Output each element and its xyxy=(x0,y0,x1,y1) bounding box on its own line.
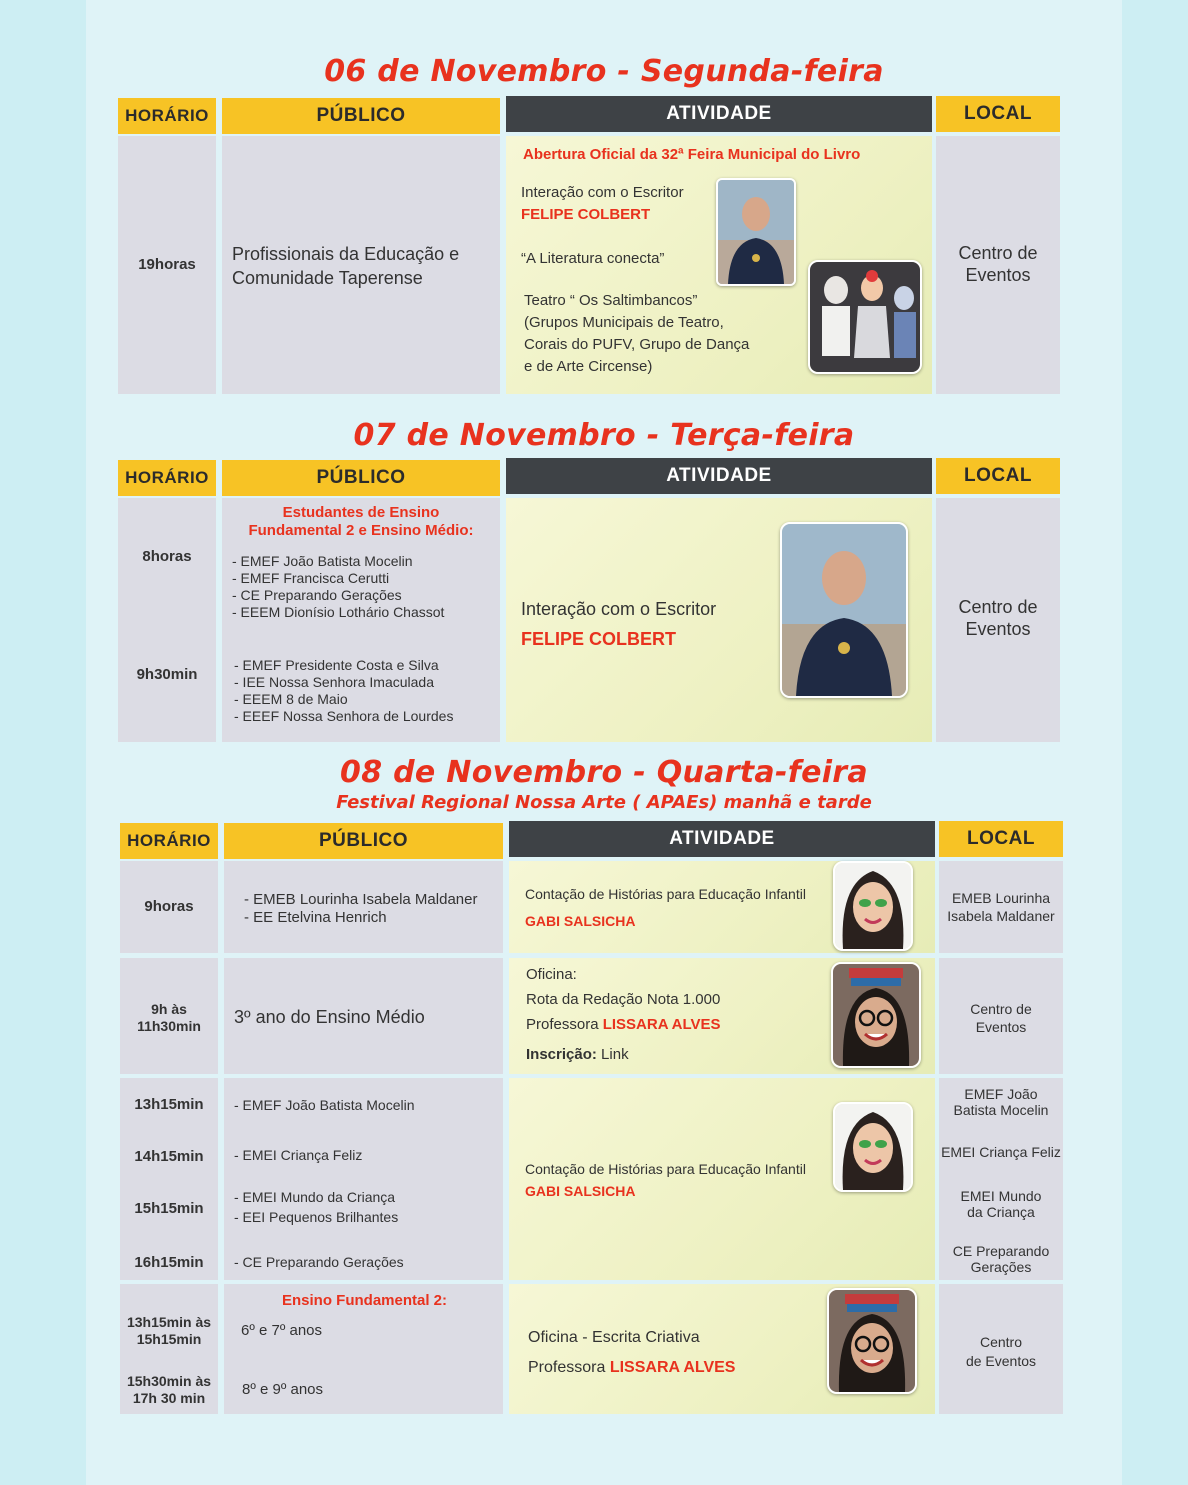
theater-photo xyxy=(808,260,922,374)
day2-header-atividade: ATIVIDADE xyxy=(506,458,932,494)
day1-teatro-4: e de Arte Circense) xyxy=(524,358,653,375)
day2-header-publico: PÚBLICO xyxy=(222,460,500,496)
day3-header-horario: HORÁRIO xyxy=(120,823,218,859)
day1-header-horario: HORÁRIO xyxy=(118,98,216,134)
gabi-photo xyxy=(833,1102,913,1192)
day3-r2-inscricao-label: Inscrição: xyxy=(526,1046,597,1063)
day2-publico-cell xyxy=(222,498,500,742)
day3-r2-nome: LISSARA ALVES xyxy=(602,1016,721,1033)
day3-r4-local-cell xyxy=(939,1284,1063,1414)
day1-time: 19horas xyxy=(138,256,196,273)
day2-local-line2: Eventos xyxy=(965,619,1031,639)
day3-r4-anos2: 8º e 9º anos xyxy=(242,1381,324,1398)
day3-r4-atividade-cell xyxy=(509,1284,935,1414)
day3-r3-time-2: 14h15min xyxy=(134,1148,204,1165)
day3-r3-local-6: CE Preparando xyxy=(952,1243,1050,1259)
day3-r2-horario-cell xyxy=(120,958,218,1074)
day3-r3-local-7: Gerações xyxy=(970,1259,1032,1275)
day3-r1-nome: GABI SALSICHA xyxy=(525,913,636,929)
day3-r1-local-2: Isabela Maldaner xyxy=(947,908,1055,924)
day3-r3-local-cell xyxy=(939,1078,1063,1280)
day3-r1-time: 9horas xyxy=(144,898,194,915)
day3-header-atividade: ATIVIDADE xyxy=(509,821,935,857)
day3-r4-time1-1: 13h15min às xyxy=(126,1314,212,1330)
day1-publico-cell xyxy=(222,136,500,394)
day1-header-local: LOCAL xyxy=(936,96,1060,132)
day3-r4-oficina: Oficina - Escrita Criativa xyxy=(528,1329,700,1346)
day3-r3-nome: GABI SALSICHA xyxy=(525,1183,636,1199)
day3-r3-atividade: Contação de Histórias para Educação Infantil xyxy=(525,1161,806,1177)
day1-teatro-2: (Grupos Municipais de Teatro, xyxy=(524,314,724,331)
day3-r3-publico-5: - CE Preparando Gerações xyxy=(234,1254,404,1270)
day3-r3-horario-cell xyxy=(120,1078,218,1280)
day3-r2-time-1: 9h às xyxy=(151,1001,187,1017)
day3-r4-time2-1: 15h30min às xyxy=(126,1373,212,1389)
day1-header-atividade: ATIVIDADE xyxy=(506,96,932,132)
day2-header-horario: HORÁRIO xyxy=(118,460,216,496)
day3-r1-publico-1: - EMEB Lourinha Isabela Maldaner xyxy=(244,891,478,908)
day3-subtitle: Festival Regional Nossa Arte ( APAEs) manhã e tarde xyxy=(336,792,872,813)
day3-r3-publico-2: - EMEI Criança Feliz xyxy=(234,1147,363,1163)
day3-r4-titulo: Ensino Fundamental 2: xyxy=(282,1292,448,1309)
day3-r3-time-1: 13h15min xyxy=(134,1096,204,1113)
author-photo xyxy=(716,178,796,286)
day1-abertura: Abertura Oficial da 32ª Feira Municipal do Livro xyxy=(523,146,861,163)
day3-header-local: LOCAL xyxy=(939,821,1063,857)
day3-r2-rota: Rota da Redação Nota 1.000 xyxy=(526,991,721,1008)
day2-title: 07 de Novembro - Terça-feira xyxy=(353,418,855,453)
day1-local-line1: Centro de xyxy=(958,243,1038,263)
day2-escola2-1: - EMEF Presidente Costa e Silva xyxy=(234,657,439,673)
day2-time1: 8horas xyxy=(142,548,192,565)
day3-r1-horario-cell xyxy=(120,861,218,953)
day1-title: 06 de Novembro - Segunda-feira xyxy=(324,54,884,89)
day2-escola1-4: - EEEM Dionísio Lothário Chassot xyxy=(232,604,445,620)
day3-r2-time-2: 11h30min xyxy=(137,1018,201,1034)
day2-header-local: LOCAL xyxy=(936,458,1060,494)
day3-r2-local-1: Centro de xyxy=(970,1001,1032,1017)
day3-r3-local-3: EMEI Criança Feliz xyxy=(941,1144,1061,1160)
day3-r2-inscricao-line xyxy=(526,1046,629,1064)
day3-r4-time1-2: 15h15min xyxy=(136,1331,202,1347)
day1-publico-line2: Comunidade Taperense xyxy=(232,268,423,288)
day3-r4-horario-cell xyxy=(120,1284,218,1414)
day1-atividade-cell xyxy=(506,136,932,394)
day3-r3-publico-3: - EMEI Mundo da Criança xyxy=(234,1189,396,1205)
author-photo-large xyxy=(780,522,908,698)
day3-r2-prof-line xyxy=(526,1016,721,1034)
day3-r1-atividade-cell xyxy=(509,861,935,953)
day3-r2-oficina: Oficina: xyxy=(526,966,577,983)
day3-r4-local-2: de Eventos xyxy=(965,1353,1037,1369)
day3-r3-local-1: EMEF João xyxy=(964,1086,1038,1102)
day3-r4-publico-cell xyxy=(224,1284,503,1414)
day2-escola1-2: - EMEF Francisca Cerutti xyxy=(232,570,390,586)
day3-r2-local-cell xyxy=(939,958,1063,1074)
day3-r4-local-1: Centro xyxy=(979,1334,1023,1350)
day2-escola1-3: - CE Preparando Gerações xyxy=(232,587,402,603)
day3-r1-publico-cell xyxy=(224,861,503,953)
lissara-photo xyxy=(831,962,921,1068)
day2-local-line1: Centro de xyxy=(958,597,1038,617)
day3-r3-atividade-cell xyxy=(509,1078,935,1280)
day2-publico-titulo-1: Estudantes de Ensino xyxy=(282,504,440,521)
day2-escritor: FELIPE COLBERT xyxy=(521,629,677,649)
day3-r2-publico-cell xyxy=(224,958,503,1074)
day1-lema: “A Literatura conecta” xyxy=(521,250,665,267)
day3-r4-anos1: 6º e 7º anos xyxy=(241,1322,323,1339)
day2-local-cell xyxy=(936,498,1060,742)
day3-r3-local-5: da Criança xyxy=(967,1204,1035,1220)
day2-escola2-3: - EEEM 8 de Maio xyxy=(234,691,348,707)
day3-r3-publico-1: - EMEF João Batista Mocelin xyxy=(234,1097,415,1113)
day3-r1-local-1: EMEB Lourinha xyxy=(951,890,1051,906)
day1-teatro-3: Corais do PUFV, Grupo de Dança xyxy=(524,336,750,353)
day3-r1-local-cell xyxy=(939,861,1063,953)
day3-r4-prof-line xyxy=(528,1358,735,1377)
day3-r1-atividade: Contação de Histórias para Educação Infantil xyxy=(525,886,806,902)
day3-r2-inscricao-link[interactable]: Link xyxy=(601,1046,629,1063)
day1-interacao: Interação com o Escritor xyxy=(521,184,684,201)
day3-r4-time2-2: 17h 30 min xyxy=(132,1390,206,1406)
day1-teatro-1: Teatro “ Os Saltimbancos” xyxy=(524,292,698,309)
day3-r2-local-2: Eventos xyxy=(975,1019,1027,1035)
gabi-photo xyxy=(833,861,913,951)
day1-horario-cell xyxy=(118,136,216,394)
day1-publico-line1: Profissionais da Educação e xyxy=(232,244,460,264)
day3-r4-nome: LISSARA ALVES xyxy=(609,1359,736,1376)
day2-interacao: Interação com o Escritor xyxy=(521,599,717,619)
day3-r3-publico-4: - EEI Pequenos Brilhantes xyxy=(234,1209,399,1225)
day1-header-publico: PÚBLICO xyxy=(222,98,500,134)
day2-atividade-cell xyxy=(506,498,932,742)
day3-r2-atividade-cell xyxy=(509,958,935,1074)
day3-header-publico: PÚBLICO xyxy=(224,823,503,859)
day3-r4-prof: Professora xyxy=(528,1359,606,1376)
day1-local-cell xyxy=(936,136,1060,394)
day3-r2-prof: Professora xyxy=(526,1016,599,1033)
day3-r3-local-4: EMEI Mundo xyxy=(960,1188,1042,1204)
day1-local-line2: Eventos xyxy=(965,265,1031,285)
day2-escola2-4: - EEEF Nossa Senhora de Lourdes xyxy=(234,708,454,724)
day2-time2: 9h30min xyxy=(136,666,198,683)
day3-r3-publico-cell xyxy=(224,1078,503,1280)
day3-title: 08 de Novembro - Quarta-feira xyxy=(340,755,868,790)
day2-escola1-1: - EMEF João Batista Mocelin xyxy=(232,553,413,569)
day3-r2-publico: 3º ano do Ensino Médio xyxy=(234,1007,425,1027)
lissara-photo xyxy=(827,1288,917,1394)
day2-publico-titulo-2: Fundamental 2 e Ensino Médio: xyxy=(248,522,474,539)
day3-r3-local-2: Batista Mocelin xyxy=(953,1102,1049,1118)
day3-r3-time-3: 15h15min xyxy=(134,1200,204,1217)
day1-escritor: FELIPE COLBERT xyxy=(521,206,651,223)
day3-r3-time-4: 16h15min xyxy=(134,1254,204,1271)
day2-escola2-2: - IEE Nossa Senhora Imaculada xyxy=(234,674,434,690)
day2-horario-cell xyxy=(118,498,216,742)
day3-r1-publico-2: - EE Etelvina Henrich xyxy=(244,909,387,926)
